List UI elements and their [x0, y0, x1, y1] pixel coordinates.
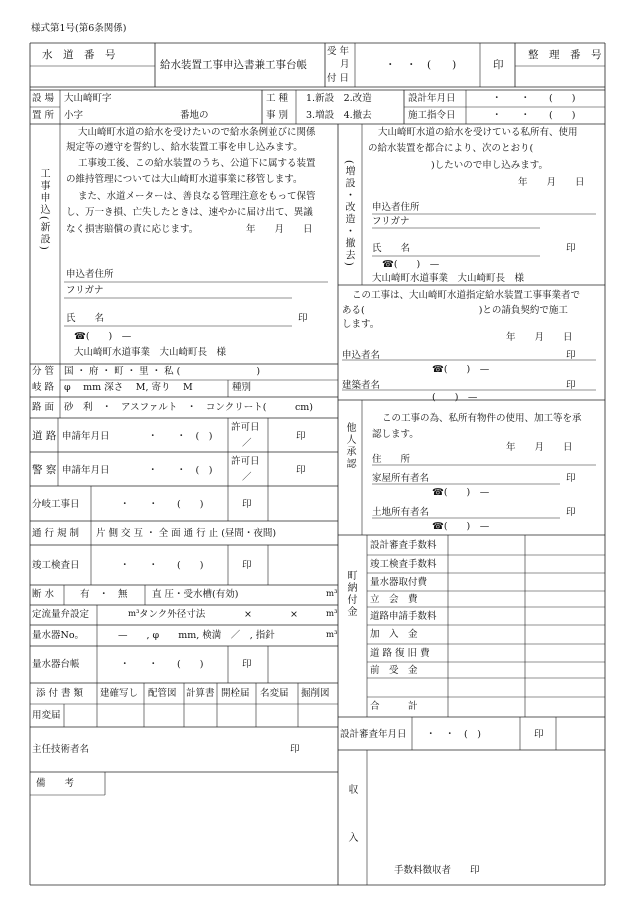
road-permit-label: 許可日 [231, 422, 260, 433]
consent-vertical-label: 他人承認 [344, 422, 355, 470]
branch-spec[interactable]: φ mm 深さ M, 寄り M [64, 382, 193, 393]
new-app-text-1: 大山崎町水道の給水を受けたいので給水条例並びに関係 [78, 127, 316, 138]
attach-excavation-diagram[interactable]: 掘削図 [301, 688, 330, 699]
road-seal: 印 [296, 431, 306, 442]
water-off-options[interactable]: 有 ・ 無 [80, 589, 128, 600]
tank-size-value[interactable]: × × [244, 609, 298, 620]
location-label-1: 設 場 [32, 93, 55, 104]
mod-app-phone[interactable]: ☎( ) — [382, 259, 440, 270]
receipt-vertical-label: 収入 [346, 784, 357, 880]
mod-app-text-2: の給水装置を都合により、次のとおり( [368, 143, 534, 154]
location-value-1[interactable]: 大山崎町字 [64, 93, 112, 104]
flow-valve-unit: m³ [128, 609, 140, 619]
flow-valve-label: 定流量弁設定 [32, 609, 90, 620]
attach-calculation[interactable]: 計算書 [186, 688, 215, 699]
road-application-date-label: 申請年月日 [62, 431, 110, 442]
contract-builder-label: 建築者名 [342, 380, 381, 391]
branch-work-date-value[interactable]: ・ ・ ( ) [120, 499, 204, 510]
new-app-seal: 印 [298, 313, 308, 324]
meter-ledger-seal: 印 [242, 659, 252, 670]
surface-options[interactable]: 砂 利 ・ アスファルト ・ コンクリート( cm) [64, 402, 313, 413]
branch-work-seal: 印 [242, 499, 252, 510]
water-off-unit: m³ [326, 589, 338, 599]
road-permit-value[interactable]: ／ [242, 438, 252, 449]
road-application-date-value[interactable]: ・ ・ ( ) [148, 431, 213, 442]
new-app-text-2: 規定等の遵守を誓約し、給水装置工事を申し込みます。 [66, 142, 303, 153]
fee-completion-inspection: 竣工検査手数料 [370, 559, 437, 570]
location-value-2a[interactable]: 小字 [64, 110, 84, 121]
fee-membership: 加 入 金 [370, 629, 418, 640]
branch-label-2: 岐 路 [32, 382, 55, 393]
inspection-seal: 印 [242, 560, 252, 571]
police-application-date-label: 申請年月日 [62, 465, 110, 476]
received-date-label-1: 受 年 [327, 46, 350, 57]
contract-applicant-seal: 印 [566, 350, 576, 361]
consent-text-1: この工事の為、私所有物件の使用、加工等を承 [382, 413, 582, 424]
contract-text-3: します。 [342, 319, 380, 330]
land-owner-phone[interactable]: ☎( ) — [432, 521, 490, 532]
inspection-date-label: 竣工検査日 [32, 560, 80, 571]
contract-text-1: この工事は、大山崎町水道指定給水装置工事事業者で [352, 290, 581, 301]
consent-date[interactable]: 年 月 日 [506, 442, 573, 453]
received-date-value[interactable]: ・ ・ ( ) [385, 59, 457, 71]
meter-ledger-label: 量水器台帳 [32, 659, 80, 670]
contract-text-2: ある( )との請負契約で施工 [342, 305, 568, 316]
new-app-text-4: の維持管理については大山崎町水道事業に移管します。 [66, 174, 303, 185]
location-label-2: 置 所 [32, 110, 55, 121]
contract-phone-2[interactable]: ( ) — [432, 392, 478, 403]
tank-size-unit: m³ [326, 609, 338, 619]
location-value-2b[interactable]: 番地の [180, 110, 209, 121]
consent-text-2: 認します。 [372, 429, 419, 440]
consent-address-label: 住 所 [372, 454, 411, 465]
branch-owner-options[interactable]: 国 ・ 府 ・ 町 ・ 里 ・ 私 ( ) [64, 366, 261, 377]
fee-collector-label: 手数料徴収者 印 [394, 865, 480, 876]
meter-number-unit: m³ [326, 630, 338, 640]
mod-app-date[interactable]: 年 月 日 [518, 177, 585, 188]
attach-piping-diagram[interactable]: 配管図 [148, 688, 177, 699]
new-app-text-5: また、水道メーターは、善良なる管理注意をもって保管 [78, 191, 316, 202]
land-owner-label: 土地所有者名 [372, 507, 430, 518]
new-app-phone[interactable]: ☎( ) — [74, 331, 132, 342]
new-application-vertical-label: 工事申込(新設) [38, 168, 49, 252]
work-kind-label-2: 事 別 [266, 110, 289, 121]
mod-app-furigana-label: フリガナ [372, 216, 410, 227]
police-seal: 印 [296, 465, 306, 476]
fee-total: 合 計 [370, 701, 418, 712]
exec-order-date-value[interactable]: ・ ・ ( ) [492, 110, 576, 121]
fee-advance-receipt: 前 受 金 [370, 665, 418, 676]
traffic-options[interactable]: 片 側 交 互 ・ 全 面 通 行 止 (昼間・夜間) [96, 528, 277, 539]
mod-app-address-label: 申込者住所 [372, 202, 420, 213]
exec-order-date-label: 施工指令日 [408, 110, 456, 121]
surface-label: 路 面 [32, 402, 55, 413]
received-date-label-3: 付 日 [327, 73, 350, 84]
mod-app-seal: 印 [566, 243, 576, 254]
police-label: 警 察 [32, 464, 57, 476]
attach-building-confirmation[interactable]: 建確写し [100, 688, 139, 699]
house-owner-label: 家屋所有者名 [372, 473, 430, 484]
work-kind-options-2[interactable]: 3.増設 4.撤去 [306, 110, 372, 121]
received-date-label-2: 月 [340, 59, 350, 70]
inspection-date-value[interactable]: ・ ・ ( ) [120, 560, 204, 571]
mod-app-name-label: 氏 名 [372, 243, 411, 254]
form-number: 様式第1号(第6条関係) [31, 23, 127, 34]
new-app-text-6: し、万一き損、亡失したときは、速やかに届け出て、異議 [66, 207, 313, 218]
fee-attendance: 立 会 費 [370, 594, 418, 605]
tank-size-label: タンク外径寸法 [139, 609, 206, 620]
meter-number-value[interactable]: — , φ mm, 検満 ／ , 指針 [118, 630, 275, 641]
meter-ledger-date-value[interactable]: ・ ・ ( ) [120, 659, 204, 670]
new-app-furigana-label: フリガナ [66, 285, 104, 296]
attach-opening-notice[interactable]: 開栓届 [221, 688, 250, 699]
fee-road-restoration: 道 路 復 旧 費 [370, 648, 430, 659]
pressure-options[interactable]: 直 圧・受水槽(有効) [152, 589, 239, 600]
police-permit-value[interactable]: ／ [242, 472, 252, 483]
received-seal: 印 [493, 59, 504, 71]
fee-design-review: 設計審査手数料 [370, 540, 437, 551]
new-app-text-7: なく損害賠償の責に応じます。 [66, 224, 199, 235]
chief-engineer-seal: 印 [290, 744, 300, 755]
design-review-seal: 印 [534, 729, 544, 740]
design-date-label: 設計年月日 [408, 93, 456, 104]
new-app-addressee: 大山崎町水道事業 大山崎町長 様 [74, 347, 227, 358]
design-date-value[interactable]: ・ ・ ( ) [492, 93, 576, 104]
mod-app-text-3: )したいので申し込みます。 [431, 160, 548, 171]
house-owner-seal: 印 [566, 473, 576, 484]
form-title: 給水装置工事申込書兼工事台帳 [160, 59, 307, 71]
branch-work-date-label: 分岐工事日 [32, 499, 80, 510]
work-kind-label-1: 工 種 [266, 93, 289, 104]
attachments-label: 添 付 書 類 [36, 688, 84, 699]
police-application-date-value[interactable]: ・ ・ ( ) [148, 465, 213, 476]
chief-engineer-label: 主任技術者名 [32, 744, 90, 755]
contract-phone-1[interactable]: ☎( ) — [432, 364, 490, 375]
contract-builder-seal: 印 [566, 380, 576, 391]
new-app-name-label: 氏 名 [66, 313, 105, 324]
attach-use-change[interactable]: 用変届 [32, 710, 61, 721]
attach-name-change[interactable]: 名変届 [260, 688, 289, 699]
house-owner-phone[interactable]: ☎( ) — [432, 487, 490, 498]
new-app-date[interactable]: 年 月 日 [246, 224, 313, 235]
work-kind-options-1[interactable]: 1.新設 2.改造 [306, 93, 372, 104]
fees-vertical-label: 町納付金 [345, 570, 356, 618]
mod-app-text-1: 大山崎町水道の給水を受けている私所有、使用 [378, 127, 578, 138]
fee-meter-install: 量水器取付費 [370, 577, 428, 588]
mod-app-addressee: 大山崎町水道事業 大山崎町長 様 [372, 273, 525, 284]
design-review-date-value[interactable]: ・ ・ ( ) [426, 729, 481, 740]
branch-label-1: 分 管 [32, 366, 55, 377]
design-review-date-label: 設計審査年月日 [340, 729, 407, 740]
police-permit-label: 許可日 [231, 456, 260, 467]
modify-application-vertical-label: (増設・改造・撤去) [343, 160, 354, 268]
fee-road-application: 道路申請手数料 [370, 611, 437, 622]
branch-type-label: 種別 [232, 382, 252, 393]
water-number-label: 水 道 番 号 [42, 49, 116, 61]
management-number-label: 整 理 番 号 [528, 49, 602, 61]
water-off-label: 断 水 [32, 589, 55, 600]
traffic-label: 通 行 規 制 [32, 528, 80, 539]
road-label: 道 路 [32, 430, 57, 442]
contract-date[interactable]: 年 月 日 [506, 332, 573, 343]
meter-number-label: 量水器No。 [32, 630, 85, 641]
new-app-text-3: 工事竣工後、この給水装置のうち、公道下に属する装置 [78, 158, 316, 169]
new-app-address-label: 申込者住所 [66, 269, 114, 280]
notes-label: 備 考 [36, 778, 75, 789]
contract-applicant-label: 申込者名 [342, 350, 381, 361]
land-owner-seal: 印 [566, 507, 576, 518]
